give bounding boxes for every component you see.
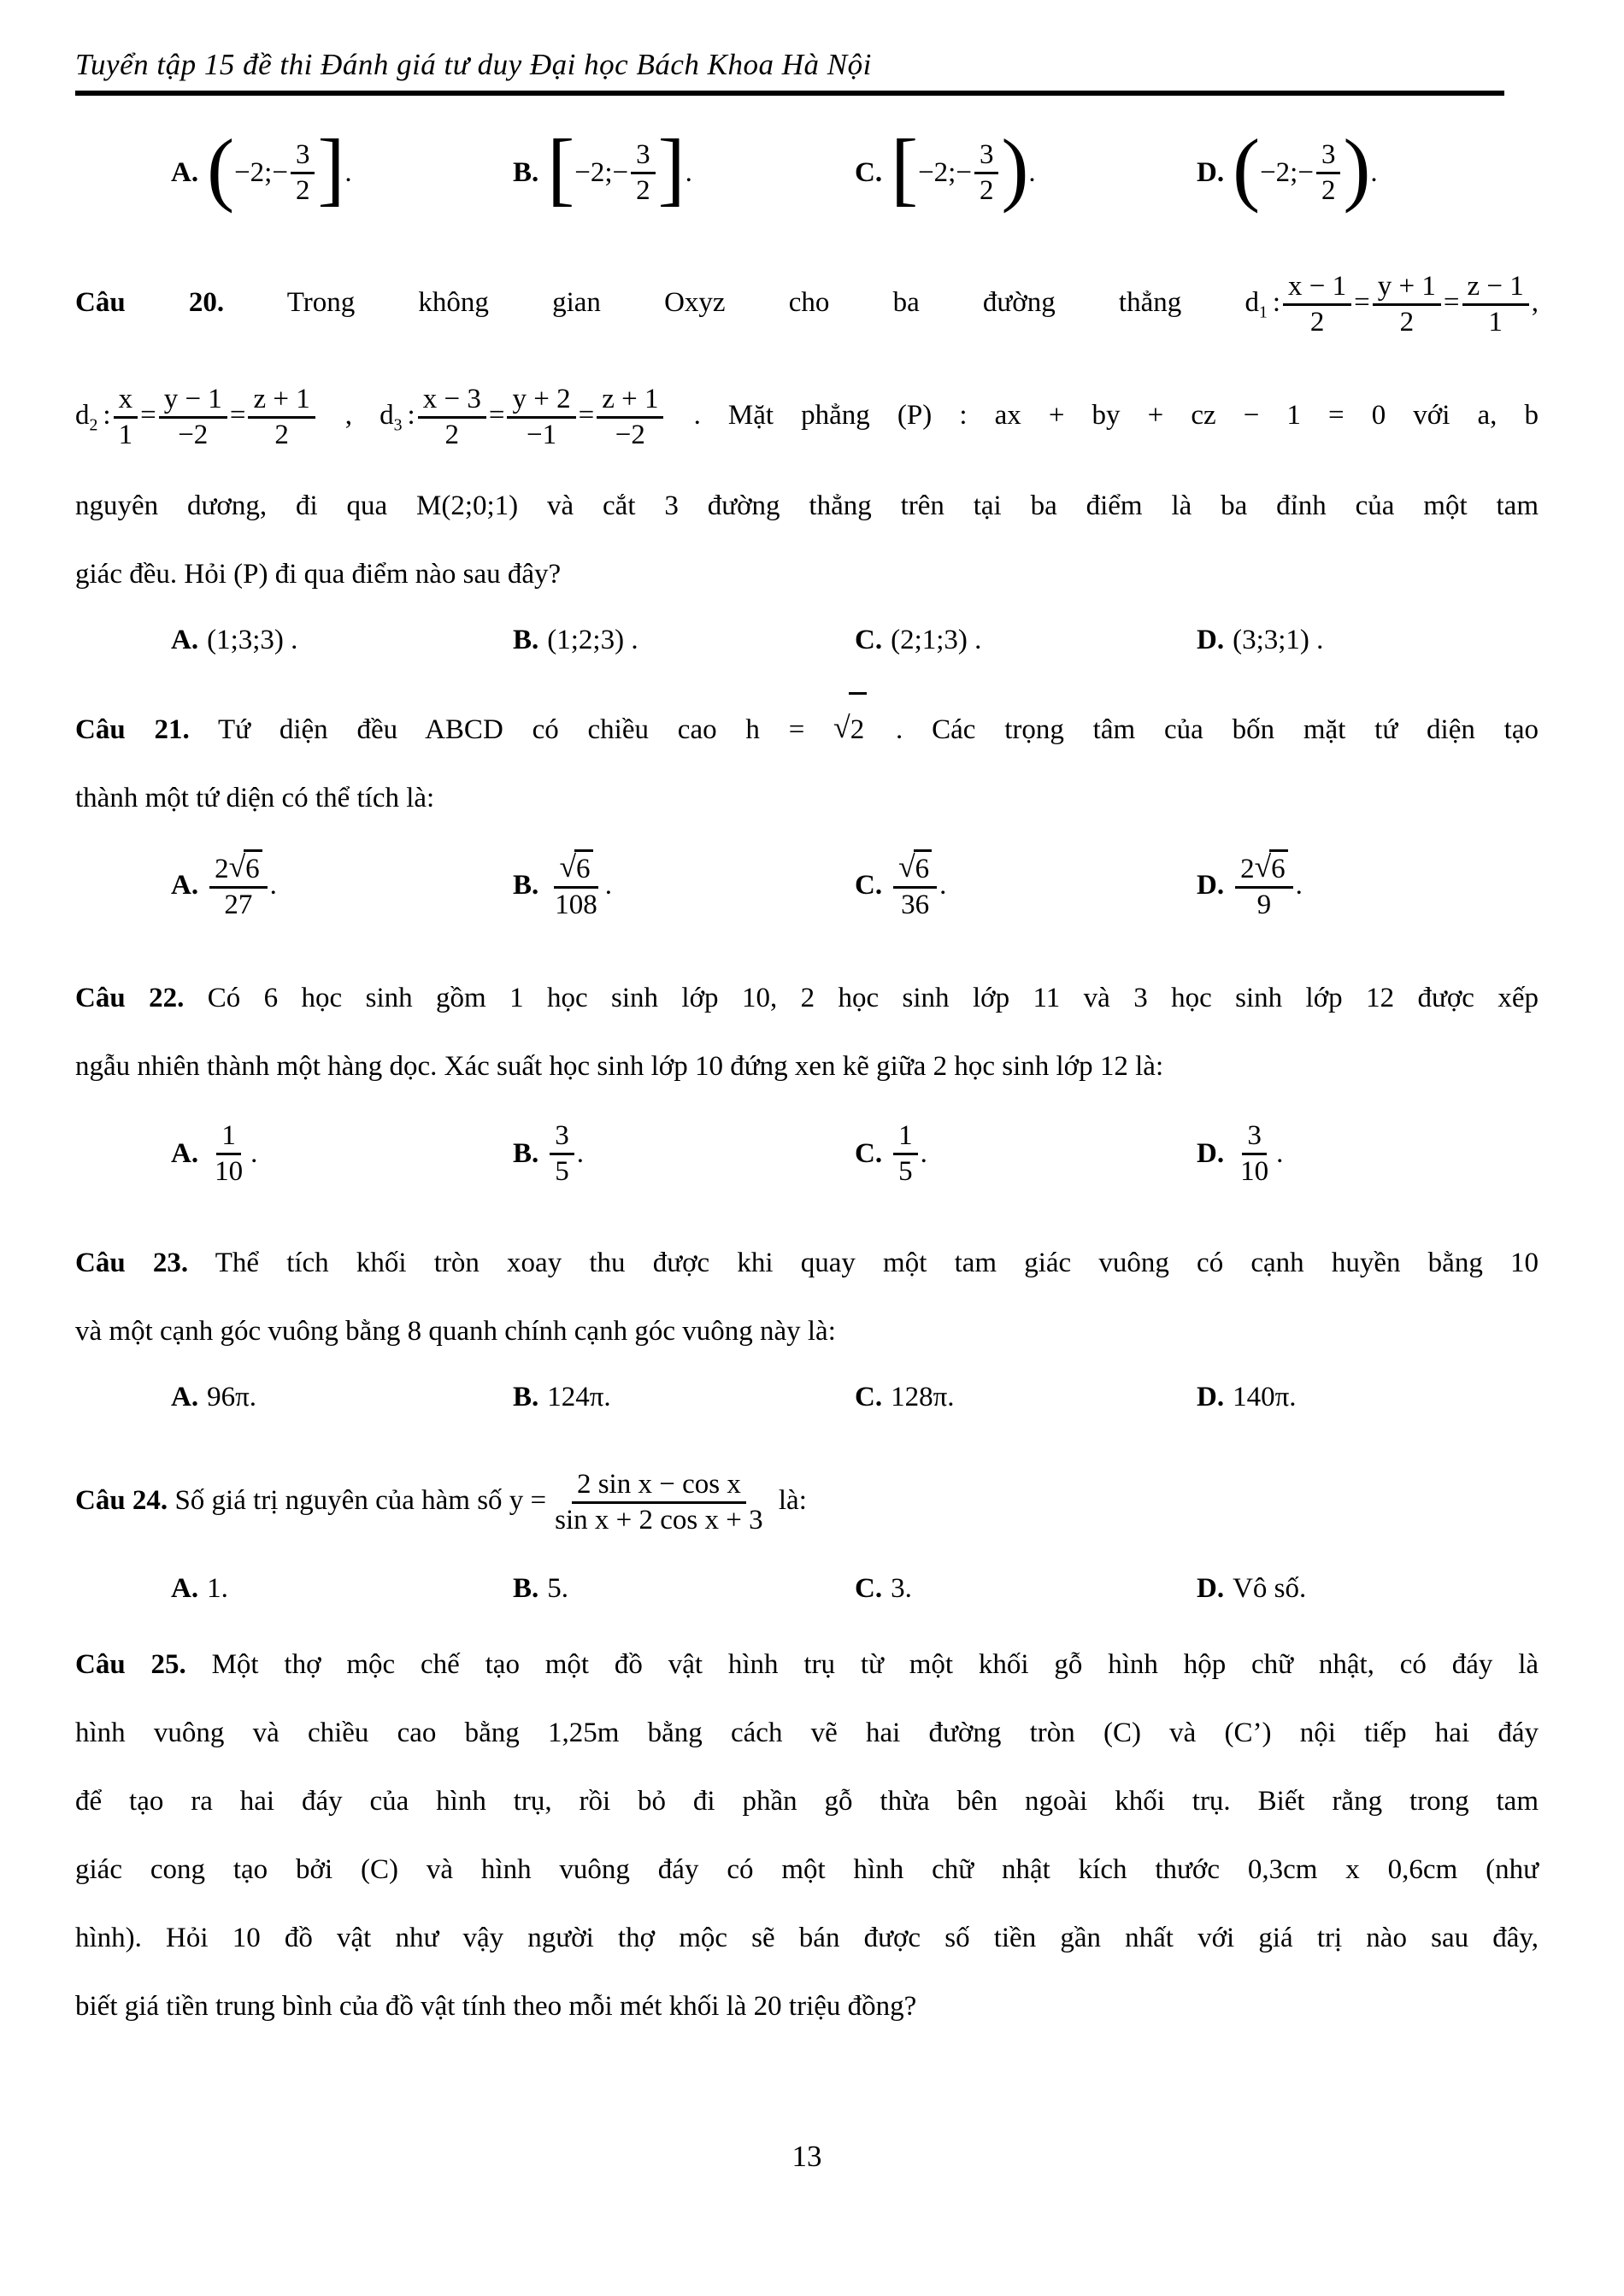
fraction-denominator: 2 [295, 174, 310, 206]
line-subscript: 1 [1258, 302, 1268, 322]
radical-sign: √ [898, 849, 915, 884]
period: . [920, 1137, 927, 1169]
colon: : [1272, 287, 1280, 318]
coefficient: 2 [1240, 853, 1255, 884]
fraction-denominator: 2 [1309, 306, 1325, 338]
period: . [1276, 1137, 1284, 1169]
option-label: B. [513, 156, 539, 188]
option-label: A. [171, 156, 199, 188]
fraction-denominator: 5 [555, 1155, 569, 1187]
line-subscript: 3 [393, 415, 403, 435]
q20-answer-row [171, 614, 1539, 666]
equals-sign: = [488, 400, 505, 431]
fraction-numerator: 1 [216, 1119, 241, 1155]
q24-pre-text: Số giá trị nguyên của hàm số [174, 1485, 503, 1516]
q21-line1-pre: Tứ diện đều ABCD có chiều cao [217, 714, 717, 745]
fraction-denominator: 2 [274, 419, 289, 450]
colon: : [407, 400, 415, 431]
h-equals: h = [745, 714, 805, 745]
open-delimiter: [ [547, 122, 575, 214]
q23-option-c [855, 1371, 1197, 1424]
fraction [207, 1119, 250, 1189]
fraction-numerator: y + 2 [507, 383, 575, 419]
option-label: B. [513, 869, 539, 901]
option-text: Vô số. [1233, 1573, 1307, 1604]
q21-line-1 [75, 692, 1539, 764]
q24-answer-row [171, 1562, 1539, 1615]
option-text: 1. [207, 1573, 228, 1604]
question-label: Câu 20. [75, 287, 225, 318]
fraction [891, 849, 939, 922]
fraction [1233, 849, 1296, 922]
q21-option-c [855, 849, 1197, 922]
q23-line1-text: Thể tích khối tròn xoay thu được khi quay một tam giác vuông có cạnh huyền bằng 10 [215, 1248, 1539, 1278]
prev-option-d [1197, 122, 1539, 214]
fraction [1314, 138, 1344, 208]
fraction [1280, 270, 1354, 339]
fraction [547, 1119, 577, 1189]
period: . [269, 869, 277, 901]
fraction-denominator: 36 [901, 889, 930, 920]
equals-sign: = [229, 400, 246, 431]
fraction [891, 1119, 921, 1189]
radical-sign: √ [228, 849, 246, 884]
radical-sign: √ [559, 849, 577, 884]
q20-option-c [855, 614, 1197, 666]
fraction-denominator: 10 [215, 1155, 244, 1187]
period: . [685, 156, 692, 188]
fraction [1460, 270, 1532, 339]
fraction [1370, 270, 1444, 339]
q22-option-a [171, 1119, 513, 1189]
q24-option-d [1197, 1562, 1539, 1615]
q24-post-text: là: [778, 1485, 807, 1516]
question-24 [75, 1444, 1539, 1615]
radicand: 6 [1269, 849, 1288, 886]
page-header-title: Tuyển tập 15 đề thi Đánh giá tư duy Đại học Bách Khoa Hà Nội [75, 48, 872, 81]
interval-body: −2;− [918, 156, 972, 188]
fraction-numerator: 3 [631, 138, 656, 174]
fraction-denominator: −2 [615, 419, 645, 450]
fraction [594, 383, 666, 452]
q21-line-2: thành một tứ diện có thể tích là: [75, 783, 435, 813]
q25-line-4: giác cong tạo bởi (C) và hình vuông đáy có một hình chữ nhật kích thước 0,3cm x 0,6cm (như [75, 1854, 1539, 1885]
interval-body: −2;− [574, 156, 629, 188]
fraction-denominator: 9 [1256, 889, 1272, 920]
fraction [972, 138, 1002, 208]
colon: : [103, 400, 111, 431]
option-text: 96π. [207, 1382, 257, 1412]
question-22 [75, 964, 1539, 1207]
fraction [546, 1459, 771, 1546]
option-label: A. [171, 1137, 199, 1169]
option-text: (1;2;3) . [547, 625, 638, 655]
option-text: 3. [891, 1573, 912, 1604]
option-label: D. [1197, 1382, 1225, 1412]
fraction [628, 138, 658, 208]
fraction-denominator: 1 [1488, 306, 1503, 338]
q22-line-1 [75, 964, 1539, 1032]
q22-line-2: ngẫu nhiên thành một hàng dọc. Xác suất học sinh lớp 10 đứng xen kẽ giữa 2 học sinh lớp 12 là: [75, 1051, 1164, 1082]
fraction [1233, 1119, 1276, 1189]
option-text: (2;1;3) . [891, 625, 982, 655]
interval-body: −2;− [1260, 156, 1314, 188]
fraction-numerator [1235, 849, 1293, 889]
q22-answer-row [171, 1101, 1539, 1207]
option-text: 5. [547, 1573, 569, 1604]
open-delimiter: [ [891, 122, 919, 214]
question-25 [75, 1630, 1539, 2041]
prev-option-a [171, 122, 513, 214]
fraction-numerator: z + 1 [248, 383, 315, 419]
equals-sign: = [140, 400, 156, 431]
period: . [1028, 156, 1036, 188]
q23-option-a [171, 1371, 513, 1424]
option-text: (3;3;1) . [1233, 625, 1324, 655]
fraction-denominator: 2 [636, 174, 650, 206]
equals-sign: = [578, 400, 595, 431]
q20-line-3: nguyên dương, đi qua M(2;0;1) và cắt 3 đường thẳng trên tại ba điểm là ba đỉnh của một tam [75, 490, 1539, 521]
option-label: A. [171, 625, 199, 655]
q22-line1-text: Có 6 học sinh gồm 1 học sinh lớp 10, 2 học sinh lớp 11 và 3 học sinh lớp 12 được xếp [207, 983, 1539, 1013]
fraction-denominator: 2 [1399, 306, 1415, 338]
option-label: D. [1197, 625, 1225, 655]
close-delimiter: ) [1001, 122, 1029, 214]
question-label: Câu 25. [75, 1649, 186, 1680]
option-label: B. [513, 1573, 539, 1604]
close-delimiter: ] [317, 122, 345, 214]
fraction-numerator: x − 3 [418, 383, 486, 419]
q25-line-2: hình vuông và chiều cao bằng 1,25m bằng cách vẽ hai đường tròn (C) và (C’) nội tiếp hai đáy [75, 1718, 1539, 1748]
fraction-denominator: 1 [118, 419, 133, 450]
q23-line-1 [75, 1229, 1539, 1297]
q25-line-5: hình). Hỏi 10 đồ vật như vậy người thợ mộc sẽ bán được số tiền gần nhất với giá trị nào sau đây, [75, 1923, 1539, 1953]
line-symbol: d [1244, 287, 1259, 318]
fraction [415, 383, 489, 452]
question-21 [75, 692, 1539, 938]
question-label: Câu 24. [75, 1485, 168, 1516]
radicand: 2 [849, 692, 868, 764]
q24-option-b [513, 1562, 855, 1615]
q21-line1-post: . Các trọng tâm của bốn mặt tứ diện tạo [896, 714, 1539, 745]
q20-option-a [171, 614, 513, 666]
option-label: D. [1197, 156, 1225, 188]
equals-sign: = [1354, 287, 1370, 318]
fraction [547, 849, 605, 922]
fraction-numerator [554, 849, 597, 889]
header-rule [75, 91, 1504, 96]
fraction-numerator: z − 1 [1462, 270, 1529, 306]
q23-option-b [513, 1371, 855, 1424]
line-subscript: 2 [89, 415, 98, 435]
prev-option-c [855, 122, 1197, 214]
option-label: C. [855, 869, 883, 901]
option-text: (1;3;3) . [207, 625, 298, 655]
coefficient: 2 [215, 853, 229, 884]
period: . [1370, 156, 1378, 188]
option-text: 124π. [547, 1382, 611, 1412]
open-delimiter: ( [207, 122, 235, 214]
fraction-numerator: 3 [550, 1119, 574, 1155]
close-delimiter: ) [1343, 122, 1371, 214]
option-label: C. [855, 156, 883, 188]
option-label: D. [1197, 1573, 1225, 1604]
option-label: C. [855, 1573, 883, 1604]
period: . [250, 1137, 258, 1169]
comma: , [1531, 287, 1539, 318]
option-text: 140π. [1233, 1382, 1297, 1412]
q23-option-d [1197, 1371, 1539, 1424]
radical-sign: √ [1254, 849, 1272, 884]
y-equals: y = [509, 1485, 547, 1516]
fraction-numerator: 3 [974, 138, 999, 174]
q20-option-d [1197, 614, 1539, 666]
fraction-numerator: x [114, 383, 138, 419]
radicand: 6 [244, 849, 262, 886]
fraction [156, 383, 230, 452]
q24-line-1 [75, 1444, 1539, 1557]
q20-line-4: giác đều. Hỏi (P) đi qua điểm nào sau đây? [75, 559, 562, 590]
question-20 [75, 246, 1539, 666]
radical-sign: √ [833, 710, 850, 744]
period: . [604, 869, 613, 901]
fraction-denominator: −1 [526, 419, 557, 450]
fraction-denominator: 2 [444, 419, 460, 450]
radicand: 6 [914, 849, 933, 886]
fraction-denominator: 27 [224, 889, 253, 920]
fraction-numerator: 1 [893, 1119, 918, 1155]
option-label: D. [1197, 869, 1225, 901]
option-label: C. [855, 1382, 883, 1412]
period: . [576, 1137, 585, 1169]
comma: , [344, 400, 353, 431]
option-label: A. [171, 1382, 199, 1412]
open-delimiter: ( [1233, 122, 1261, 214]
option-label: B. [513, 1382, 539, 1412]
prev-option-b [513, 122, 855, 214]
fraction-numerator [893, 849, 937, 889]
q20-line-2 [75, 359, 1539, 472]
fraction-numerator: 3 [1242, 1119, 1267, 1155]
option-label: B. [513, 1137, 539, 1169]
option-label: D. [1197, 1137, 1225, 1169]
fraction-numerator: 3 [291, 138, 315, 174]
q20-intro: Trong không gian Oxyz cho ba đường thẳng [286, 287, 1182, 318]
fraction-numerator: 2 sin x − cos x [572, 1468, 746, 1504]
fraction-numerator: z + 1 [597, 383, 663, 419]
q23-line-2: và một cạnh góc vuông bằng 8 quanh chính cạnh góc vuông này là: [75, 1316, 836, 1347]
fraction-denominator: 10 [1240, 1155, 1269, 1187]
fraction-numerator [209, 849, 268, 889]
fraction-denominator: 2 [1321, 174, 1336, 206]
fraction-denominator: 2 [979, 174, 994, 206]
q24-equation [509, 1468, 772, 1536]
question-label: Câu 23. [75, 1248, 189, 1278]
fraction [111, 383, 141, 452]
q24-option-c [855, 1562, 1197, 1615]
q21-h-equation [745, 710, 867, 745]
interval-body: −2;− [234, 156, 288, 188]
q24-option-a [171, 1562, 513, 1615]
close-delimiter: ] [657, 122, 685, 214]
q25-line1-text: Một thợ mộc chế tạo một đồ vật hình trụ từ một khối gỗ hình hộp chữ nhật, có đáy là [211, 1649, 1539, 1680]
prev-question-answer-row [171, 118, 1539, 227]
question-label: Câu 21. [75, 714, 190, 745]
fraction-denominator: 108 [555, 889, 597, 920]
option-label: B. [513, 625, 539, 655]
option-label: A. [171, 1573, 199, 1604]
question-label: Câu 22. [75, 983, 185, 1013]
q21-option-d [1197, 849, 1539, 922]
q20-d1-equation [1244, 270, 1539, 338]
q20-d2-equation [75, 383, 318, 450]
fraction [207, 849, 270, 922]
fraction [504, 383, 578, 452]
fraction-numerator: y + 1 [1373, 270, 1441, 306]
q21-answer-row [171, 832, 1539, 938]
q23-answer-row [171, 1371, 1539, 1424]
option-label: C. [855, 625, 883, 655]
q22-option-c [855, 1119, 1197, 1189]
q20-d3-equation [380, 383, 666, 450]
q22-option-b [513, 1119, 855, 1189]
option-label: A. [171, 869, 199, 901]
fraction-numerator: y − 1 [159, 383, 227, 419]
equals-sign: = [1443, 287, 1460, 318]
q20-option-b [513, 614, 855, 666]
question-23 [75, 1229, 1539, 1424]
q25-line-6: biết giá tiền trung bình của đồ vật tính theo mỗi mét khối là 20 triệu đồng? [75, 1991, 917, 2022]
fraction-numerator: 3 [1316, 138, 1341, 174]
q21-option-b [513, 849, 855, 922]
option-label: C. [855, 1137, 883, 1169]
q25-line-3: để tạo ra hai đáy của hình trụ, rồi bỏ đi phần gỗ thừa bên ngoài khối trụ. Biết rằng trong tam [75, 1786, 1539, 1817]
q22-option-d [1197, 1119, 1539, 1189]
page-number: 13 [791, 2140, 822, 2173]
period: . [344, 156, 352, 188]
fraction-denominator: −2 [178, 419, 209, 450]
fraction [245, 383, 317, 452]
line-symbol: d [380, 400, 394, 431]
radicand: 6 [574, 849, 593, 886]
line-symbol: d [75, 400, 90, 431]
q21-option-a [171, 849, 513, 922]
option-text: 128π. [891, 1382, 955, 1412]
fraction-numerator: x − 1 [1283, 270, 1351, 306]
q25-line-1 [75, 1630, 1539, 1699]
q20-line2-rest: Mặt phẳng (P) : ax + by + cz − 1 = 0 với a, b [727, 400, 1539, 431]
period: . [939, 869, 947, 901]
q20-line-1 [75, 246, 1539, 359]
fraction-denominator: sin x + 2 cos x + 3 [555, 1504, 763, 1536]
period: . [1295, 869, 1303, 901]
fraction [288, 138, 318, 208]
fraction-denominator: 5 [898, 1155, 913, 1187]
period: . [693, 400, 701, 431]
